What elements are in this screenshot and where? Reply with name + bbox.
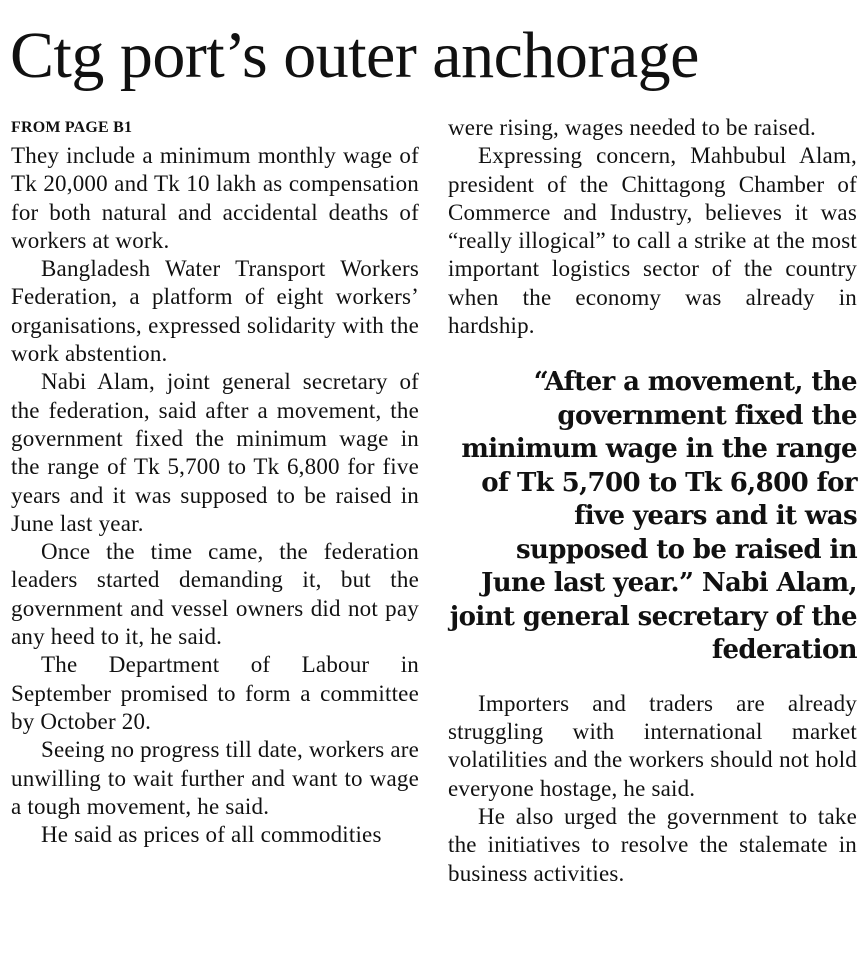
continuation-kicker: FROM PAGE B1 <box>11 119 133 136</box>
pull-quote-attribution: Nabi Alam, joint general secretary of the federation <box>449 568 857 666</box>
pull-quote-text: “After a movement, the government fixed the minimum wage in the range of Tk 5,700 to Tk 6,800 for five years and it was supposed to be raised in June last year.” <box>461 367 857 599</box>
left-column <box>11 114 419 849</box>
headline: Ctg port’s outer anchorage <box>10 19 699 92</box>
paragraph: The Department of Labour in September promised to form a committee by October 20. <box>11 652 419 734</box>
paragraph: He also urged the government to take the initiatives to resolve the stalemate in business activities. <box>448 804 857 886</box>
paragraph: Bangladesh Water Transport Workers Federation, a platform of eight workers’ organisations, expressed solidarity with the work abstention. <box>11 256 419 367</box>
paragraph: were rising, wages needed to be raised. <box>448 115 816 140</box>
paragraph: Expressing concern, Mahbubul Alam, president of the Chittagong Chamber of Commerce and Industry, believes it was “really illogical” to call a strike at the most important logistics sector of the country when the economy was already in hardship. <box>448 143 857 339</box>
paragraph: Importers and traders are already struggling with international market volatilities and the workers should not hold everyone hostage, he said. <box>448 690 857 801</box>
paragraph: Seeing no progress till date, workers are unwilling to wait further and want to wage a tough movement, he said. <box>11 737 420 819</box>
paragraph: Nabi Alam, joint general secretary of the federation, said after a movement, the government fixed the minimum wage in the range of Tk 5,700 to Tk 6,800 for five years and it was supposed to be raised in June last year. <box>11 369 419 536</box>
paragraph: Once the time came, the federation leaders started demanding it, but the government and vessel owners did not pay any heed to it, he said. <box>11 539 419 650</box>
pull-quote <box>448 366 857 668</box>
paragraph: He said as prices of all commodities <box>41 822 382 848</box>
right-column <box>448 114 857 888</box>
paragraph: They include a minimum monthly wage of Tk 20,000 and Tk 10 lakh as compensation for both natural and accidental deaths of workers at work. <box>11 143 419 253</box>
